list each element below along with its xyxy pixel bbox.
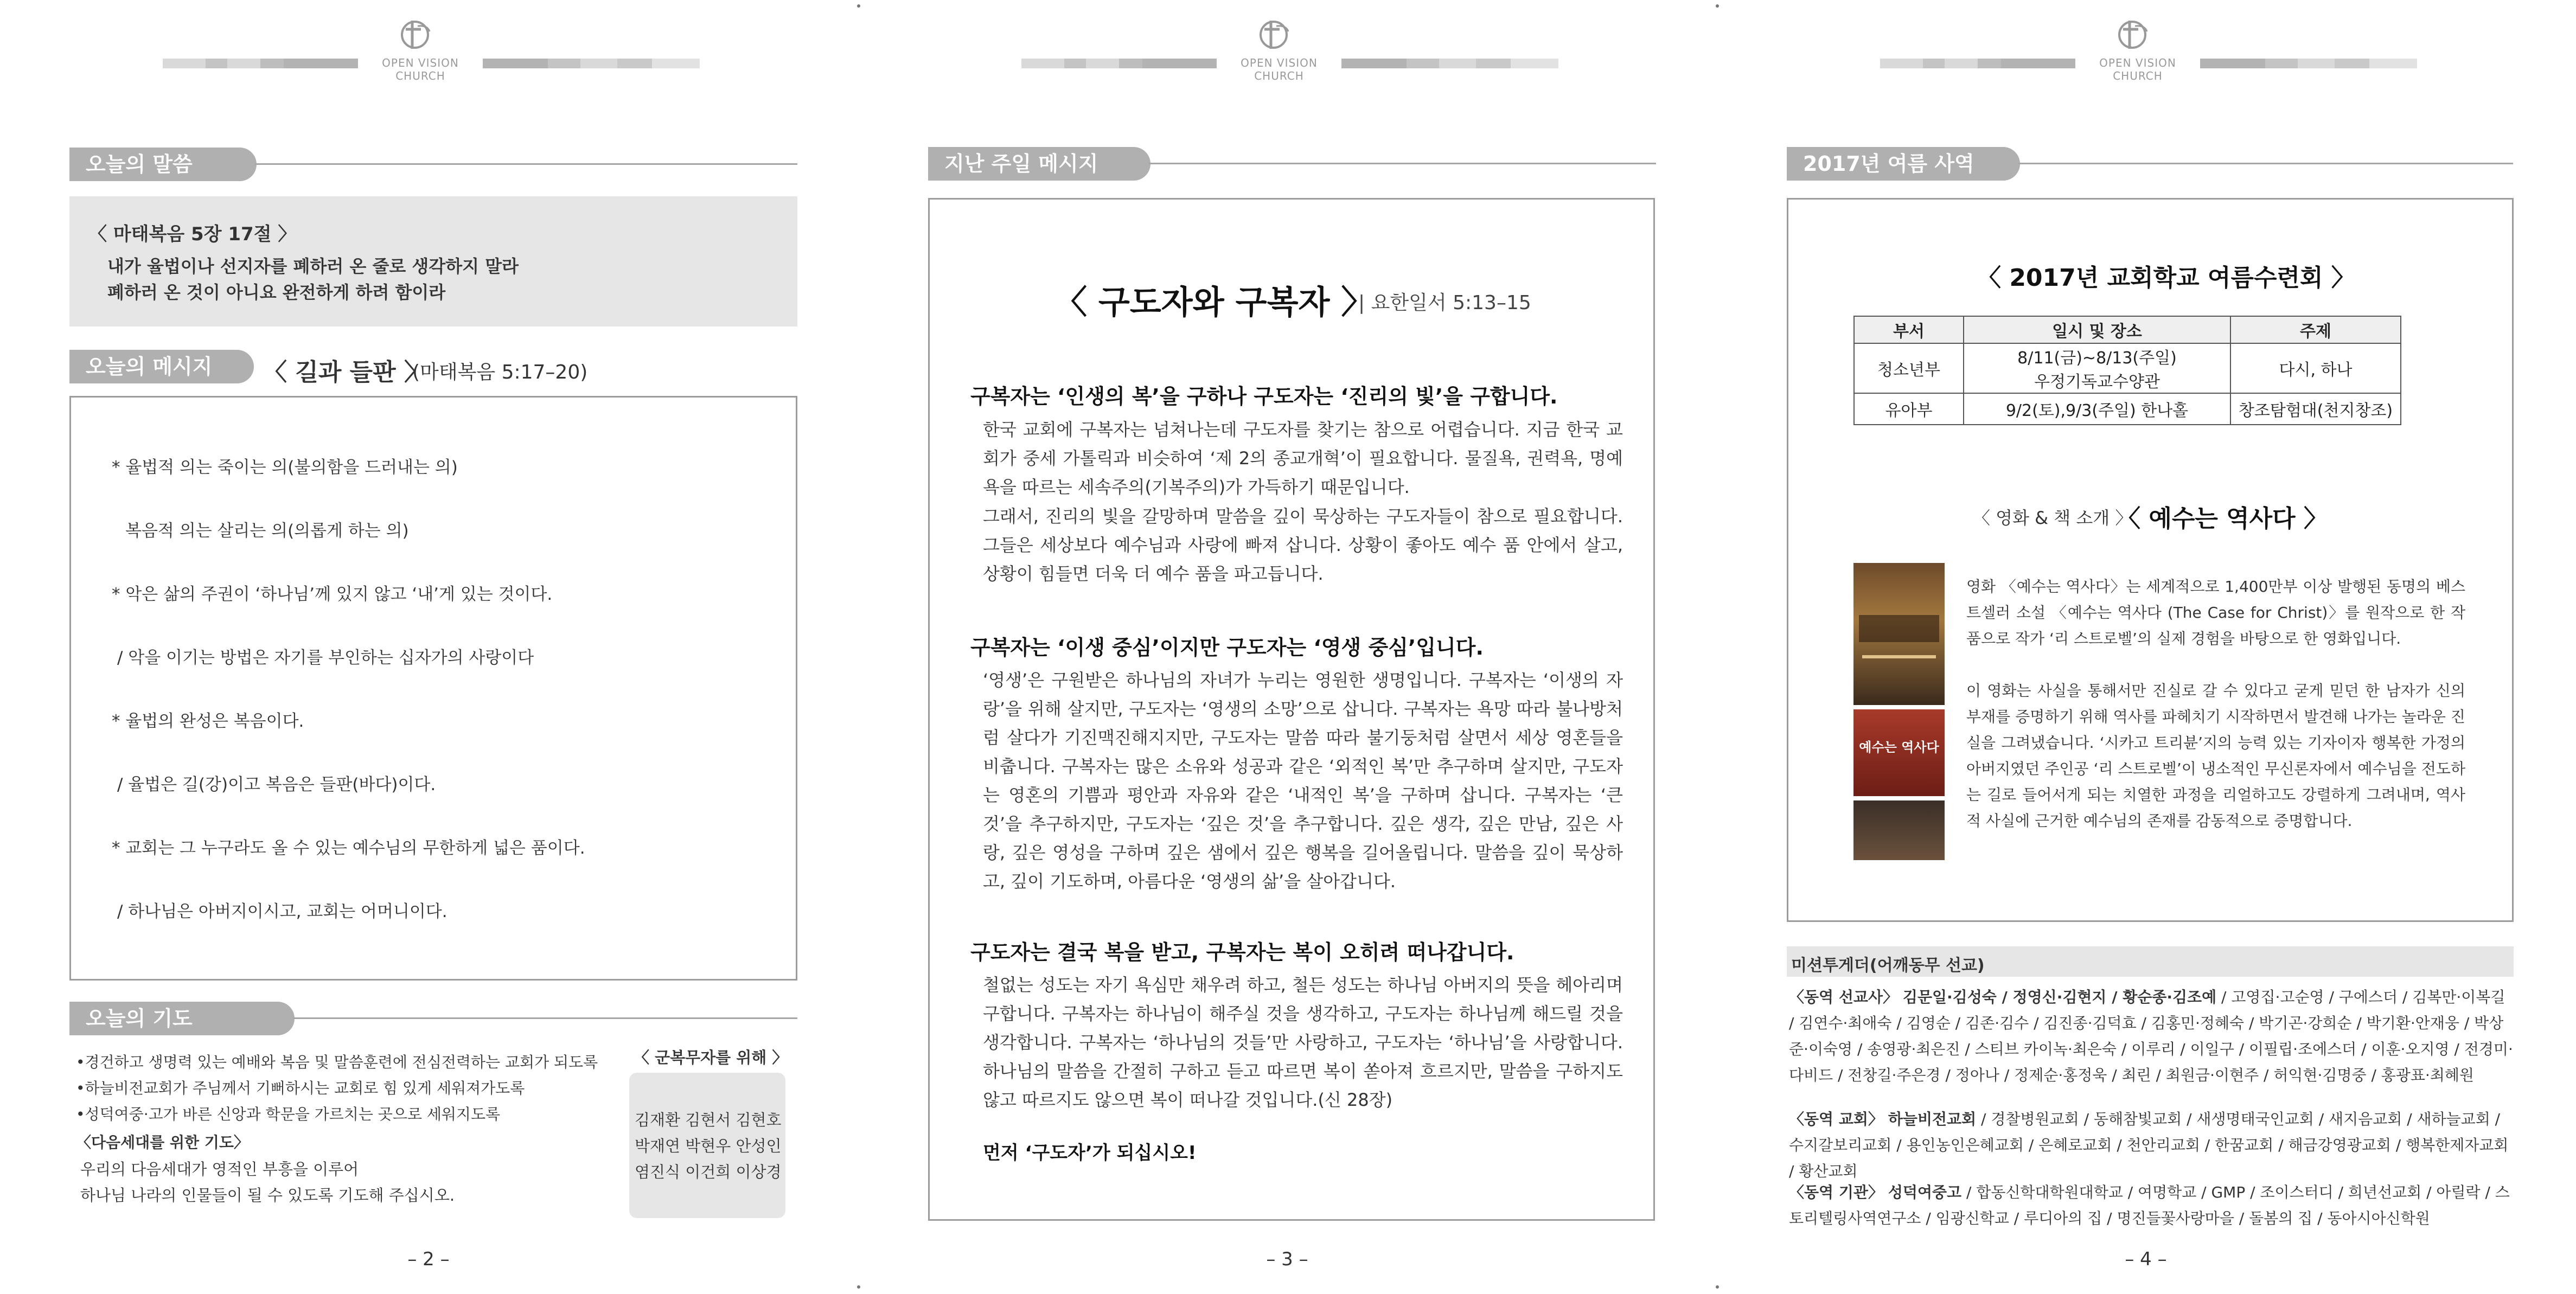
fold-mark [857, 4, 860, 8]
message-line: * 교회는 그 누구라도 올 수 있는 예수님의 무한하게 넓은 품이다. [112, 838, 585, 858]
message-notes-box [69, 396, 797, 981]
section-title-message: 오늘의 메시지 [69, 350, 254, 383]
movie-title: 〈 예수는 역사다 〉 [2117, 505, 2328, 533]
message-sermon-title: 〈 길과 들판 〉 [263, 358, 428, 386]
message-line: / 하나님은 아버지이시고, 교회는 어머니이다. [117, 902, 448, 921]
table-cell: 청소년부 [1854, 343, 1964, 393]
book-cover-image [1853, 709, 1945, 796]
sermon-paragraph: 그래서, 진리의 빛을 갈망하며 말씀을 깊이 묵상하는 구도자들이 참으로 필요합니다. 그들은 세상보다 예수님과 사랑에 빠져 삽니다. 상황이 좋아도 예수 품 안에서 살고, 상황이 힘들면 더욱 더 예수 품을 파고듭니다. [983, 506, 1623, 584]
camp-place: 우정기독교수양관 [2034, 373, 2160, 392]
table-row [1854, 393, 2401, 425]
header-stripe-right [483, 59, 700, 68]
summer-box [1787, 198, 2514, 922]
camp-title: 〈 2017년 교회학교 여름수련회 〉 [1977, 264, 2355, 292]
sermon-closing: 먼저 ‘구도자’가 되십시오! [983, 1142, 1197, 1164]
header-stripe-left [163, 59, 358, 68]
message-line: * 악은 삶의 주권이 ‘하나님’께 있지 않고 ‘내’게 있는 것이다. [112, 585, 553, 604]
table-cell: 창조탐험대(천지창조) [2230, 393, 2401, 425]
fold-mark [857, 1285, 860, 1289]
sermon-paragraph: ‘영생’은 구원받은 하나님의 자녀가 누리는 영원한 생명입니다. 구복자는 ‘이생의 자랑’을 위해 살지만, 구도자는 ‘영생의 소망’으로 삽니다. 구복자는 욕망 따라 불나방처럼 살다가 기진맥진해지지만, 구도자는 말씀 따라 불기둥처럼 살면서 세상 영혼들을 비춥니다. 구복자는 많은 소유와 성공과 같은 ‘외적인 복’만 추구하며 살지만, 구도자는 영혼의 기쁨과 평안과 자유와 같은 ‘내적인 복’을 구하며 삽니다. 구복자는 ‘큰 것’을 추구하지만, 구도자는 ‘깊은 것’을 추구합니다. 깊은 생각, 깊은 만남, 깊은 사랑, 깊은 영성을 구하며 깊은 샘에서 깊은 행복을 길어올립니다. 말씀을 깊이 묵상하고, 깊이 기도하며, 아름다운 ‘영생의 삶’을 살아갑니다. [983, 670, 1623, 892]
table-cell: 유아부 [1854, 393, 1964, 425]
camp-schedule-table [1853, 316, 2401, 425]
page-4 [1717, 0, 2576, 1294]
table-header: 주제 [2230, 316, 2401, 343]
table-row [1854, 343, 2401, 393]
message-line: * 율법적 의는 죽이는 의(불의함을 드러내는 의) [112, 458, 458, 477]
mission-group-institutions [1789, 1180, 2513, 1232]
camp-date: 8/11(금)~8/13(주일) [2017, 349, 2177, 368]
mission-group-names: / 경찰병원교회 / 동해참빛교회 / 새생명태국인교회 / 새지음교회 / 새하늘교회 / 수지갈보리교회 / 용인농인은혜교회 / 은혜로교회 / 천안리교회 / 한꿈교회 / 해금강영광교회 / 행복한제자교회 / 황산교회 [1789, 1110, 2509, 1180]
church-name: OPEN VISION CHURCH [382, 56, 459, 82]
mission-group-missionaries [1789, 984, 2513, 1088]
church-name: OPEN VISION CHURCH [2099, 56, 2176, 82]
mission-group-label: 〈동역 기관〉 [1789, 1183, 1883, 1201]
book-cover-title: 예수는 역사다 [1859, 740, 1939, 755]
book-cover-back-image [1853, 800, 1945, 860]
military-names-row: 김재환 김현서 김현호 [635, 1111, 782, 1129]
sermon-heading: 구복자는 ‘이생 중심’이지만 구도자는 ‘영생 중심’입니다. [970, 636, 1484, 659]
church-name: OPEN VISION CHURCH [1241, 56, 1318, 82]
section-title-summer: 2017년 여름 사역 [1787, 147, 2020, 181]
fold-mark [1716, 4, 1719, 8]
sermon-scripture: | 요한일서 5:13–15 [1358, 292, 1531, 314]
military-names-row: 박재연 박현우 안성인 [635, 1137, 782, 1155]
sermon-paragraph: 철없는 성도는 자기 욕심만 채우려 하고, 철든 성도는 하나님 아버지의 뜻을 헤아리며 구합니다. 구복자는 하나님이 해주실 것을 생각하고, 구도자는 하나님께 해드릴 것을 생각합니다. 구복자는 ‘하나님의 것들’만 사랑하고, 구도자는 ‘하나님’을 사랑합니다. 하나님의 말씀을 간절히 구하고 듣고 따르면 복이 쏟아져 흐르지만, 말씀을 구하지도 않고 따르지도 않으면 복이 떠나갈 것입니다.(신 28장) [983, 975, 1623, 1110]
next-gen-line: 우리의 다음세대가 영적인 부흥을 이루어 [80, 1160, 359, 1178]
next-gen-line: 하나님 나라의 인물들이 될 수 있도록 기도해 주십시오. [80, 1186, 455, 1205]
table-cell: 9/2(토),9/3(주일) 한나홀 [1964, 393, 2230, 425]
table-header: 부서 [1854, 316, 1964, 343]
sermon-heading: 구도자는 결국 복을 받고, 구복자는 복이 오히려 떠나갑니다. [970, 940, 1514, 964]
page-2 [0, 0, 859, 1294]
table-header: 일시 및 장소 [1964, 316, 2230, 343]
section-title-last-sunday: 지난 주일 메시지 [928, 147, 1150, 181]
mission-group-label: 〈동역 선교사〉 [1789, 988, 1898, 1006]
section-rule [255, 163, 797, 165]
mission-group-highlight: 하늘비전교회 [1888, 1110, 1977, 1128]
sermon-paragraph: 한국 교회에 구복자는 넘쳐나는데 구도자를 찾기는 참으로 어렵습니다. 지금 한국 교회가 중세 가톨릭과 비슷하여 ‘제 2의 종교개혁’이 필요합니다. 물질욕, 권력욕, 명예욕을 따르는 세속주의(기복주의)가 가득하기 때문입니다. [983, 419, 1623, 497]
page-number: – 4 – [2125, 1248, 2167, 1270]
header-stripe-left [1021, 59, 1217, 68]
section-title-prayer: 오늘의 기도 [69, 1002, 295, 1035]
verse-box [69, 196, 797, 326]
sermon-heading: 구복자는 ‘인생의 복’을 구하나 구도자는 ‘진리의 빛’을 구합니다. [970, 385, 1558, 408]
table-cell: 다시, 하나 [2230, 343, 2401, 393]
page-number: – 3 – [1266, 1248, 1308, 1270]
military-names-row: 염진식 이건희 이상경 [635, 1163, 782, 1181]
page-number: – 2 – [407, 1248, 450, 1270]
verse-line: 내가 율법이나 선지자를 폐하러 온 줄로 생각하지 말라 [107, 256, 519, 277]
sermon-title: 〈 구도자와 구복자 〉 [1054, 284, 1374, 322]
prayer-item: •하늘비전교회가 주님께서 기뻐하시는 교회로 힘 있게 세워져가도록 [76, 1079, 525, 1097]
section-title-word: 오늘의 말씀 [69, 148, 257, 181]
church-logo-icon [1255, 15, 1293, 53]
mission-group-churches [1789, 1106, 2513, 1184]
next-gen-title: 〈다음세대를 위한 기도〉 [76, 1133, 249, 1151]
movie-label: 〈 영화 & 책 소개 〉 [1973, 508, 2133, 528]
mission-title: 미션투게더(어깨동무 선교) [1791, 956, 1985, 975]
church-logo-icon [396, 15, 434, 53]
church-logo-icon [2113, 15, 2151, 53]
message-line: * 율법의 완성은 복음이다. [112, 712, 304, 731]
section-rule [1149, 163, 1656, 164]
mission-title-bar [1787, 946, 2514, 977]
prayer-item: •경건하고 생명력 있는 예배와 복음 및 말씀훈련에 전심전력하는 교회가 되도록 [76, 1053, 598, 1071]
sermon-box [928, 198, 1655, 1221]
prayer-item: •성덕여중·고가 바른 신앙과 학문을 가르치는 곳으로 세워지도록 [76, 1105, 501, 1123]
mission-group-highlight: 성덕여중고 [1888, 1183, 1962, 1201]
header-stripe-right [2200, 59, 2417, 68]
movie-poster-image [1853, 563, 1945, 705]
verse-reference: 〈 마태복음 5장 17절 〉 [88, 223, 297, 245]
table-cell [1964, 343, 2230, 393]
fold-mark [1716, 1285, 1719, 1289]
mission-group-highlight: 김문일·김성숙 / 정영신·김현지 / 황순종·김조예 [1902, 988, 2217, 1006]
message-line: / 율법은 길(강)이고 복음은 들판(바다)이다. [117, 775, 436, 795]
verse-line: 폐하러 온 것이 아니요 완전하게 하려 함이라 [107, 282, 446, 303]
movie-paragraph: 이 영화는 사실을 통해서만 진실로 갈 수 있다고 굳게 믿던 한 남자가 신의 부재를 증명하기 위해 역사를 파헤치기 시작하면서 발견해 나가는 놀라운 진실을 그려냈습니다. ‘시카고 트리뷴’지의 능력 있는 기자이자 행복한 가정의 아버지였던 주인공 ‘리 스트로벨’이 냉소적인 무신론자에서 예수님을 전도하는 길로 들어서게 되는 치열한 과정을 리얼하고도 강렬하게 그려내며, 역사적 사실에 근거한 예수님의 존재를 감동적으로 증명합니다. [1966, 682, 2465, 830]
military-names-box [629, 1073, 785, 1218]
movie-paragraph: 영화 〈예수는 역사다〉는 세계적으로 1,400만부 이상 발행된 동명의 베스트셀러 소설 〈예수는 역사다 (The Case for Christ)〉를 원작으로 한 작품으로 작가 ‘리 스트로벨’의 실제 경험을 바탕으로 한 영화입니다. [1966, 578, 2465, 648]
section-rule [2018, 163, 2513, 164]
header-stripe-left [1880, 59, 2075, 68]
section-rule [293, 1017, 797, 1019]
message-scripture: (마태복음 5:17–20) [412, 361, 588, 383]
page-3 [859, 0, 1717, 1294]
message-line: / 악을 이기는 방법은 자기를 부인하는 십자가의 사랑이다 [117, 648, 534, 668]
mission-group-names: / 고영집·고순영 / 구에스더 / 김복만·이복길 / 김연수·최애숙 / 김영순 / 김존·김수 / 김진종·김덕효 / 김홍민·정혜숙 / 박기곤·강희순 / 박기환·안재웅 / 박상준·이숙영 / 송영광·최은진 / 스티브 카이녹·최은숙 / 이루리 / 이일구 / 이필립·조에스더 / 이훈·오지영 / 전경미·다비드 / 전창길·주은경 / 정아나 / 정제순·홍정욱 / 최린 / 최원금·이현주 / 허익현·김명중 / 홍광표·최혜원 [1789, 988, 2513, 1084]
message-line: 복음적 의는 살리는 의(의롭게 하는 의) [125, 521, 409, 541]
mission-group-names: / 합동신학대학원대학교 / 여명학교 / GMP / 조이스터디 / 희년선교회 / 아릴락 / 스토리텔링사역연구소 / 임광신학교 / 루디아의 집 / 명진들꽃사랑마을 / 돌봄의 집 / 동아시아신학원 [1789, 1183, 2510, 1227]
military-title: 〈 군복무자를 위해 〉 [634, 1048, 788, 1067]
header-stripe-right [1341, 59, 1558, 68]
mission-group-label: 〈동역 교회〉 [1789, 1110, 1883, 1128]
table-header-row [1854, 316, 2401, 343]
